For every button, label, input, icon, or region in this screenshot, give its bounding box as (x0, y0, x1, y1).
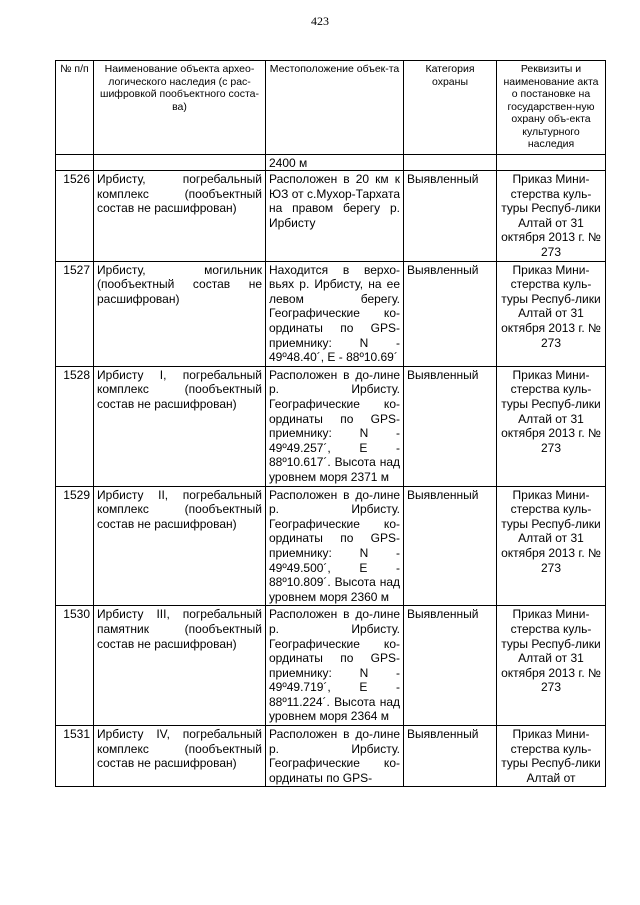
table-row (56, 171, 606, 262)
cell-location: Расположен в до-лине р. Ирбисту. Географические ко-ординаты по GPS-приемнику: N - 49º49.257´, E - 88º10.617´. Высота над уровнем моря 2371 м (266, 366, 404, 486)
table-row (56, 366, 606, 486)
cell-requisites: Приказ Мини-стерства куль-туры Респуб-лики Алтай от 31 октября 2013 г. № 273 (497, 171, 606, 262)
cell-location: Расположен в 20 км к ЮЗ от с.Мухор-Тархата на правом берегу р. Ирбисту (266, 171, 404, 262)
header-num: № п/п (56, 61, 94, 155)
table-row (56, 726, 606, 787)
cell-requisites: Приказ Мини-стерства куль-туры Респуб-лики Алтай от 31 октября 2013 г. № 273 (497, 486, 606, 606)
table-row (56, 486, 606, 606)
cell-name: Ирбисту, могильник (пообъектный состав не расшифрован) (94, 261, 266, 366)
cell-num: 1530 (56, 606, 94, 726)
cell-num: 1531 (56, 726, 94, 787)
cell-num: 1529 (56, 486, 94, 606)
header-category: Категория охраны (404, 61, 497, 155)
cell-requisites: Приказ Мини-стерства куль-туры Респуб-лики Алтай от 31 октября 2013 г. № 273 (497, 261, 606, 366)
cell-name: Ирбисту II, погребальный комплекс (пообъектный состав не расшифрован) (94, 486, 266, 606)
cell-requisites: Приказ Мини-стерства куль-туры Респуб-лики Алтай от 31 октября 2013 г. № 273 (497, 606, 606, 726)
table-row (56, 606, 606, 726)
cont-cell-category (404, 154, 497, 171)
cell-name: Ирбисту, погребальный комплекс (пообъектный состав не расшифрован) (94, 171, 266, 262)
cell-category: Выявленный (404, 486, 497, 606)
cell-location: Расположен в до-лине р. Ирбисту. Географические ко-ординаты по GPS- (266, 726, 404, 787)
cell-requisites: Приказ Мини-стерства куль-туры Респуб-лики Алтай от 31 октября 2013 г. № 273 (497, 366, 606, 486)
cont-cell-name (94, 154, 266, 171)
page-number: 423 (311, 14, 329, 28)
cell-num: 1527 (56, 261, 94, 366)
cell-location: Расположен в до-лине р. Ирбисту. Географические ко-ординаты по GPS-приемнику: N - 49º49.719´, E - 88º11.224´. Высота над уровнем моря 2364 м (266, 606, 404, 726)
cell-requisites: Приказ Мини-стерства куль-туры Респуб-лики Алтай от (497, 726, 606, 787)
cell-num: 1526 (56, 171, 94, 262)
cell-category: Выявленный (404, 171, 497, 262)
continuation-row (56, 154, 606, 171)
cell-location: Расположен в до-лине р. Ирбисту. Географические ко-ординаты по GPS-приемнику: N - 49º49.500´, E - 88º10.809´. Высота над уровнем моря 2360 м (266, 486, 404, 606)
heritage-table (55, 60, 606, 787)
cont-cell-location: 2400 м (266, 154, 404, 171)
cell-location: Находится в верхо-вьях р. Ирбисту, на ее левом берегу. Географические ко-ординаты по GPS-приемнику: N - 49º48.40´, E - 88º10.69´ (266, 261, 404, 366)
header-name: Наименование объекта архео-логического наследия (с рас-шифровкой пообъектного соста-ва) (94, 61, 266, 155)
cell-name: Ирбисту III, погребальный памятник (пообъектный состав не расшифрован) (94, 606, 266, 726)
table-row (56, 261, 606, 366)
cell-category: Выявленный (404, 606, 497, 726)
cont-cell-requisites (497, 154, 606, 171)
cell-category: Выявленный (404, 261, 497, 366)
header-requisites: Реквизиты и наименование акта о постановке на государствен-ную охрану объ-екта культурного наследия (497, 61, 606, 155)
header-location: Местоположение объек-та (266, 61, 404, 155)
cont-cell-num (56, 154, 94, 171)
cell-category: Выявленный (404, 726, 497, 787)
cell-name: Ирбисту I, погребальный комплекс (пообъектный состав не расшифрован) (94, 366, 266, 486)
cell-name: Ирбисту IV, погребальный комплекс (пообъектный состав не расшифрован) (94, 726, 266, 787)
table-header-row (56, 61, 606, 155)
cell-category: Выявленный (404, 366, 497, 486)
cell-num: 1528 (56, 366, 94, 486)
